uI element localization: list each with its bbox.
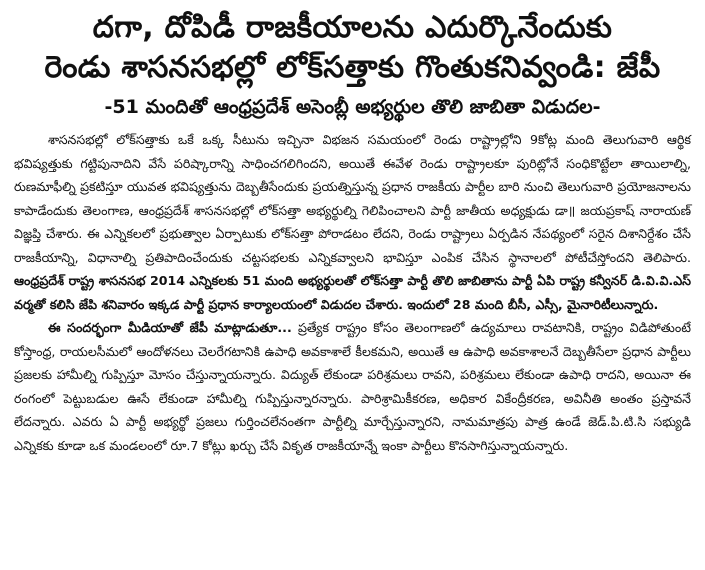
paragraph-1-bold-text: ఆంధ్రప్రదేశ్ రాష్ట్ర శాసనసభ 2014 ఎన్నికలకు 51 మంది అభ్యర్థులతో లోక్‌సత్తా పార్టీ తొలి జాబితాను పార్టీ ఏపి రాష్ట్ర కన్వీనర్ డి.వి.వి.ఎస్ వర్మతో కలిసి జేపి శనివారం ఇక్కడ పార్టీ ప్రధాన కార్యాలయంలో విడుదల చేశారు. ఇందులో 28 మంది బీసీ, ఎస్సీ, మైనారిటీలున్నారు. xyxy=(14,273,691,312)
headline xyxy=(14,8,691,88)
body-paragraph-1 xyxy=(14,128,691,316)
paragraph-1-text: శాసనసభల్లో లోక్‌సత్తాకు ఒకే ఒక్క సీటును ఇచ్చినా విభజన సమయంలో రెండు రాష్ట్రాల్లోని 9కోట్ల మంది తెలుగువారి ఆర్థిక భవిష్యత్తుకు గట్టిపునాదిని వేసే పరిష్కారాన్ని సాధించగలిగిందని, అయితే ఈవేళ రెండు రాష్ట్రాలకూ పురిట్లోనే సంధికొట్టేలా తాయిలాల్ని, రుణమాఫీల్ని ప్రకటిస్తూ యువత భవిష్యత్తును దెబ్బతీసేందుకు ప్రయత్నిస్తున్న ప్రధాన రాజకీయ పార్టీల బారి నుంచి తెలుగువారి ప్రయోజనాలను కాపాడేందుకు తెలంగాణ, ఆంధ్రప్రదేశ్ శాసనసభల్లో లోక్‌సత్తా అభ్యర్థుల్ని గెలిపించాలని పార్టీ జాతీయ అధ్యక్షుడు డా॥ జయప్రకాష్ నారాయణ్ విజ్ఞప్తి చేశారు. ఈ ఎన్నికలలో ప్రభుత్వాల ఏర్పాటుకు లోక్‌సత్తా పోరాడటం లేదని, రెండు రాష్ట్రాలు ఏర్పడిన నేపథ్యంలో సరైన దిశానిర్దేశం చేసే రాజకీయాన్ని, విధానాల్ని ప్రతిపాదించేందుకు చట్టసభలకు ఎన్నికవ్వాలని భావిస్తూ ఎంపిక చేసిన స్థానాలలో పోటీచేస్తోందని తెలిపారు. xyxy=(14,132,691,265)
paragraph-2-text: ప్రత్యేక రాష్ట్రం కోసం తెలంగాణలో ఉద్యమాలు రావటానికి, రాష్ట్రం విడిపోతుంటే కోస్తాంధ్ర, రాయలసీమలో ఆందోళనలు చెలరేగటానికి ఉపాధి అవకాశాలే కీలకమని, అయితే ఆ ఉపాధి అవకాశాలనే దెబ్బతీసేలా ప్రధాన పార్టీలు ప్రజలకు హామీల్ని గుప్పిస్తూ మోసం చేస్తున్నాయన్నారు. విద్యుత్ లేకుండా పరిశ్రమలు రావని, పరిశ్రమలు లేకుండా ఉపాధి రాదని, అయినా ఈ రంగంలో పెట్టుబడుల ఊసే లేకుండా హామీల్ని గుప్పిస్తున్నారన్నారు. పారిశ్రామికీకరణ, అధికార వికేంద్రీకరణ, అవినీతి అంతం ప్రస్తావనే లేదన్నారు. ఎవరు ఏ పార్టీ అభ్యర్థో ప్రజలు గుర్తించలేనంతగా పార్టీల్ని మార్చేస్తున్నారని, నామమాత్రపు పాత్ర ఉండే జెడ్.పి.టి.సి సభ్యుడి ఎన్నికకు కూడా ఒక మండలంలో రూ.7 కోట్లు ఖర్చు చేసే వికృత రాజకీయాన్నే ఇంకా పార్టీలు కొనసాగిస్తున్నాయన్నారు. xyxy=(14,320,691,453)
body-paragraph-2 xyxy=(14,316,691,457)
paragraph-2-bold-lead: ఈ సందర్భంగా మీడియాతో జేపీ మాట్లాడుతూ... xyxy=(48,320,292,335)
headline-line-1: దగా, దోపిడీ రాజకీయాలను ఎదుర్కొనేందుకు xyxy=(92,10,613,45)
headline-line-2: రెండు శాసనసభల్లో లోక్‌సత్తాకు గొంతుకనివ్వండి: జేపీ xyxy=(44,50,661,85)
subheadline: -51 మందితో ఆంధ్రప్రదేశ్ అసెంబ్లీ అభ్యర్థుల తొలి జాబితా విడుదల- xyxy=(104,96,601,118)
